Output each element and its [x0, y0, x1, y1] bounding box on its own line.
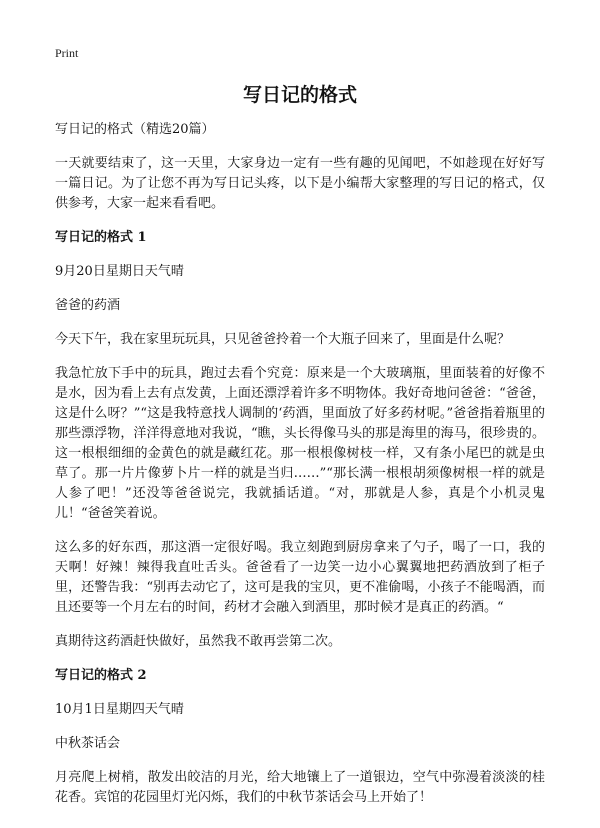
diary-paragraph: 这么多的好东西，那这酒一定很好喝。我立刻跑到厨房拿来了勺子，喝了一口，我的天啊！好辣！辣得我直吐舌头。爸爸看了一边笑一边小心翼翼地把药酒放到了柜子里，还警告我：“别再去动它了，这可是我的宝贝，更不准偷喝，小孩子不能喝酒，而且还要等一个月左右的时间，药材才会融入到酒里，那时候才是真正的药酒。“	[55, 540, 545, 615]
diary-paragraph: 我急忙放下手中的玩具，跑过去看个究竟：原来是一个大玻璃瓶，里面装着的好像不是水，因为看上去有点发黄，上面还漂浮着许多不明物体。我好奇地问爸爸：“爸爸，这是什么呀？”“这是我特意找人调制的‘药酒，里面放了好多药材呢。”爸爸指着瓶里的那些漂浮物，洋洋得意地对我说，“瞧，头长得像马头的那是海里的海马，很珍贵的。这一根根细细的金黄色的就是藏红花。那一根根像树枝一样，又有条小尾巴的就是虫草了。那一片片像萝卜片一样的就是当归……”“那长满一根根胡须像树根一样的就是人参了吧！”还没等爸爸说完，我就插话道。“对，那就是人参，真是个小机灵鬼儿！“爸爸笑着说。	[55, 366, 545, 521]
article-subtitle: 写日记的格式（精选20篇）	[55, 122, 215, 137]
diary-topic-1: 爸爸的药酒	[55, 298, 121, 313]
diary-paragraph: 月亮爬上树梢，散发出皎洁的月光，给大地镶上了一道银边，空气中弥漫着淡淡的桂花香。宾馆的花园里灯光闪烁，我们的中秋节茶话会马上开始了！	[55, 770, 545, 805]
diary-paragraph: 今天下午，我在家里玩玩具，只见爸爸拎着一个大瓶子回来了，里面是什么呢？	[55, 332, 511, 347]
diary-date-2: 10月1日星期四天气晴	[55, 702, 184, 717]
article-body	[55, 120, 545, 822]
print-link[interactable]: Print	[55, 46, 79, 60]
diary-date-1: 9月20日星期日天气晴	[55, 264, 184, 279]
diary-topic-2: 中秋茶话会	[55, 736, 121, 751]
section-heading-1: 写日记的格式 1	[55, 230, 147, 245]
diary-paragraph: 真期待这药酒赶快做好，虽然我不敢再尝第二次。	[55, 634, 342, 649]
page-title: 写日记的格式	[242, 84, 357, 106]
intro-paragraph: 一天就要结束了，这一天里，大家身边一定有一些有趣的见闻吧，不如趁现在好好写一篇日记。为了让您不再为写日记头疼，以下是小编帮大家整理的写日记的格式，仅供参考，大家一起来看看吧。	[55, 156, 545, 211]
section-heading-2: 写日记的格式 2	[55, 668, 147, 683]
